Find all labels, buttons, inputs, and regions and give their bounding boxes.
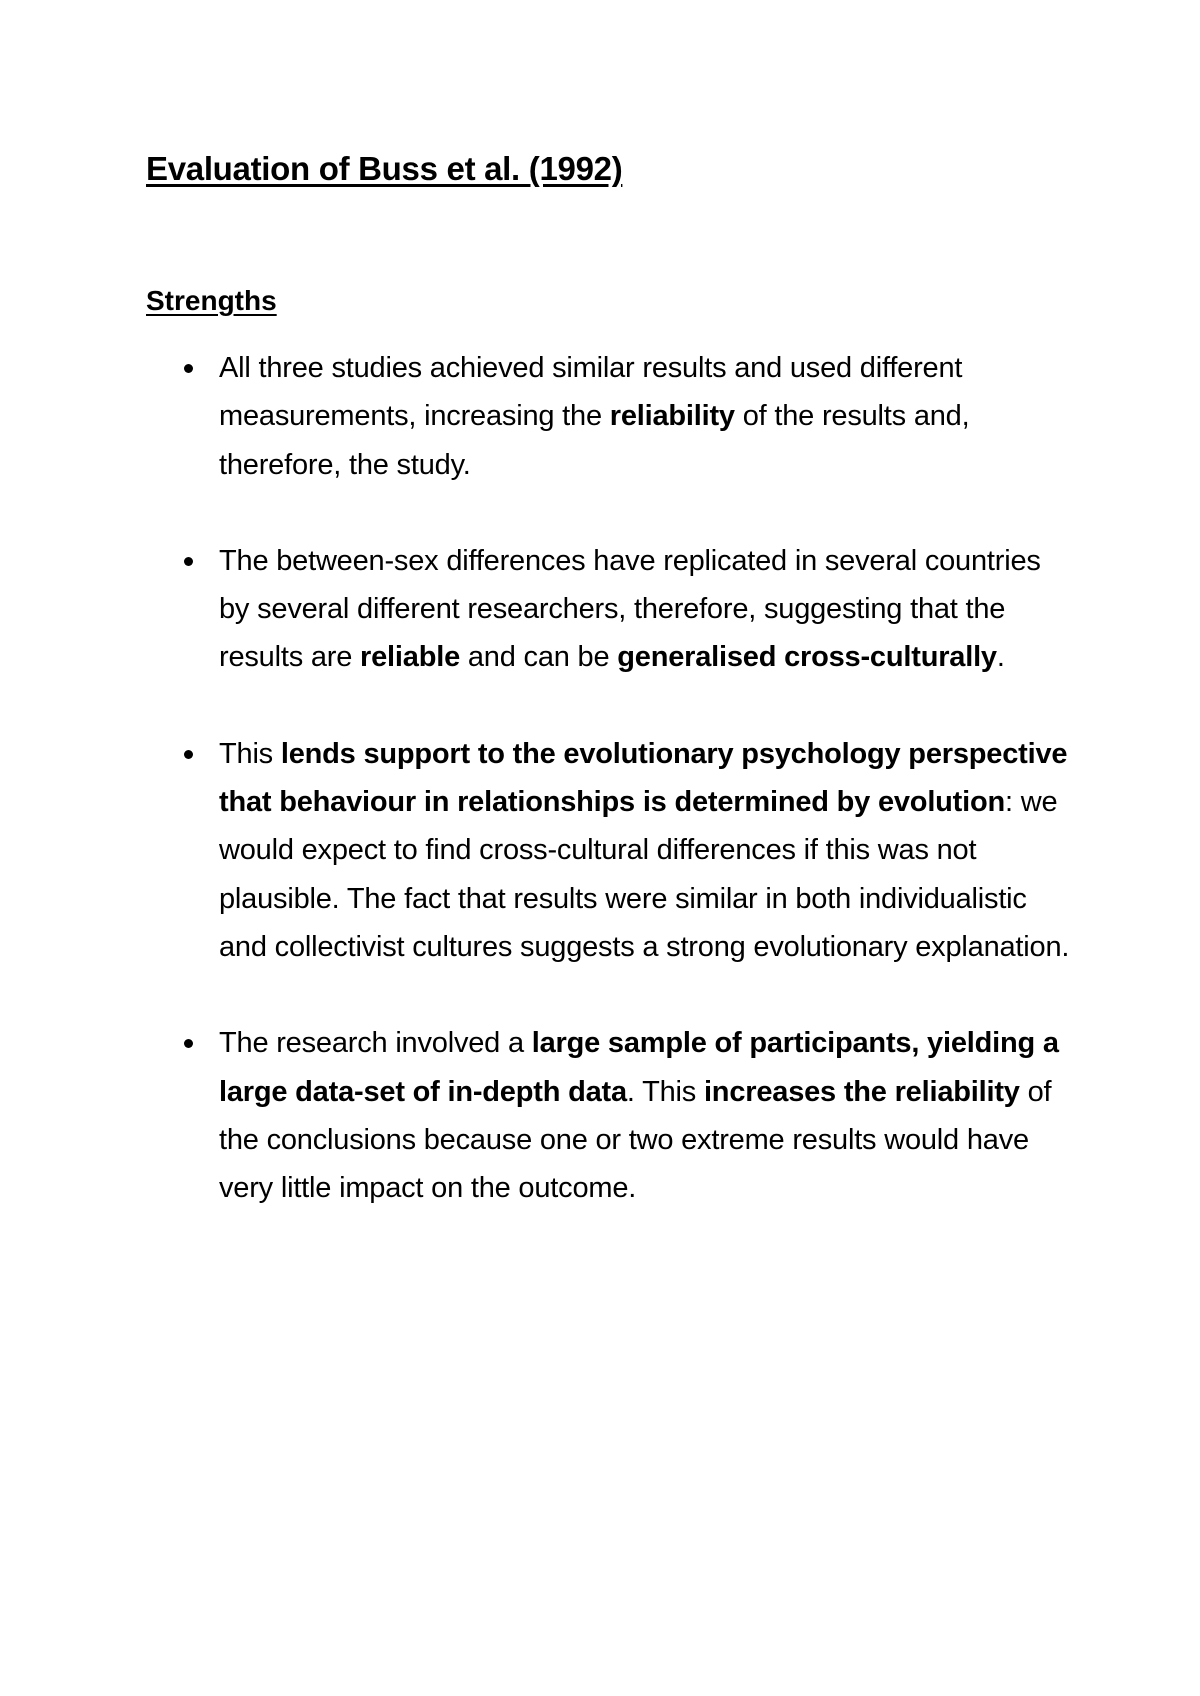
document-title: Evaluation of Buss et al. (1992) (146, 150, 623, 187)
text-segment: : we would expect to find cross-cultural differences if this was not plausible. The fact that results were similar in both individualistic and collectivist cultures suggests a strong evolutionary explanation. (219, 786, 1070, 963)
list-item-text (219, 1027, 1059, 1204)
bold-text-segment: large sample of participants, yielding a large data-set of in-depth data (219, 1027, 1059, 1108)
section-heading-strengths: Strengths (146, 285, 277, 316)
list-item (146, 730, 1076, 971)
list-item-text (219, 545, 1041, 674)
text-segment: The research involved a (219, 1027, 532, 1060)
text-segment: The between-sex differences have replicated in several countries by several different researchers, therefore, suggesting that the results are (219, 544, 1041, 674)
bullet-dot-icon (184, 364, 193, 373)
list-item-text (219, 738, 1069, 963)
text-segment: of the conclusions because one or two extreme results would have very little impact on the outcome. (219, 1075, 1052, 1205)
bold-text-segment: reliable (360, 641, 461, 674)
bold-text-segment: generalised cross-culturally (617, 641, 997, 674)
text-segment: . (996, 641, 1005, 674)
text-segment: All three studies achieved similar results and used different measurements, increasing the (219, 352, 963, 433)
bold-text-segment: reliability (609, 400, 735, 433)
text-segment: This (219, 737, 281, 770)
bullet-dot-icon (184, 750, 193, 759)
list-item (146, 537, 1076, 682)
text-segment: and can be (460, 641, 618, 674)
bold-text-segment: lends support to the evolutionary psychology perspective that behaviour in relationships is determined by evolution (219, 737, 1068, 819)
bold-text-segment: increases the reliability (703, 1075, 1020, 1108)
bullet-dot-icon (184, 557, 193, 566)
strengths-list (146, 344, 1076, 1260)
bullet-dot-icon (184, 1039, 193, 1048)
text-segment: . This (626, 1075, 704, 1108)
list-item (146, 1019, 1076, 1212)
list-item-text (219, 352, 969, 481)
list-item (146, 344, 1076, 489)
text-segment: of the results and, therefore, the study. (219, 400, 970, 481)
